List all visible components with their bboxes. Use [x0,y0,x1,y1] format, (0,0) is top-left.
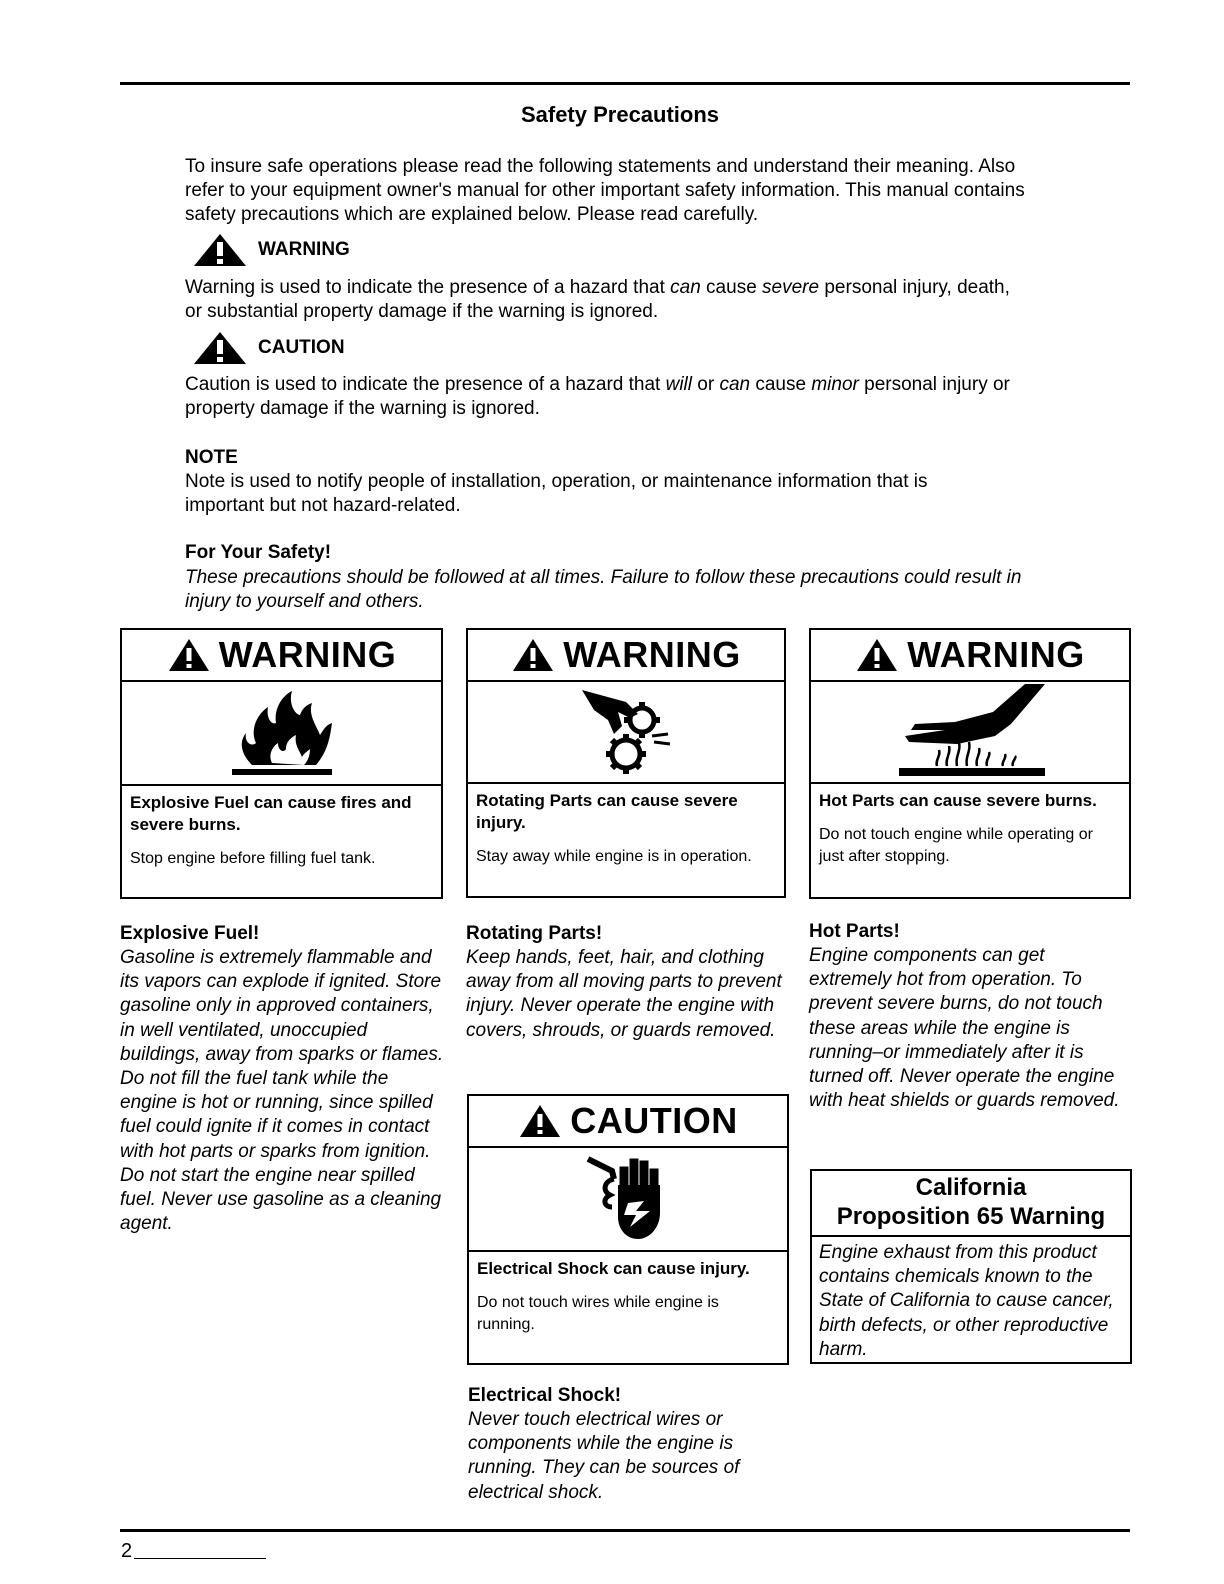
fire-icon [212,685,352,781]
explanation-heading: Rotating Parts! [466,923,603,944]
sign-header [122,630,441,682]
sign-body [811,784,1129,874]
sign-pictogram [468,682,784,784]
rotating-explanation [466,922,791,1043]
sign-bold-text: Rotating Parts can cause severe injury. [476,791,738,832]
caution-text-part: Caution is used to indicate the presence of a hazard that [185,374,666,395]
caution-definition-heading [192,330,345,366]
page-number-underline [134,1558,266,1559]
prop65-title-line1: California [915,1174,1027,1201]
sign-header [811,630,1129,682]
rotating-parts-warning-sign [466,628,786,898]
gears-hand-icon [556,684,696,780]
sign-instruction-text: Do not touch wires while engine is running. [477,1294,719,1333]
explanation-text: Never touch electrical wires or components while the engine is running. They can be sources of electrical shock. [468,1409,740,1503]
note-label: NOTE [185,447,238,468]
sign-header [469,1096,787,1148]
sign-bold-text: Hot Parts can cause severe burns. [819,791,1097,810]
warning-text-severe: severe [762,277,820,298]
caution-text-can: can [719,374,751,395]
shock-explanation [468,1384,788,1505]
safety-heading: For Your Safety! [185,542,332,563]
sign-pictogram [122,682,441,786]
explanation-heading: Electrical Shock! [468,1385,622,1406]
warning-triangle-icon [511,637,555,673]
page-number: 2 [121,1540,133,1562]
caution-text-minor: minor [811,374,859,395]
explanation-heading: Explosive Fuel! [120,923,260,944]
sign-body [469,1252,787,1342]
intro-paragraph: To insure safe operations please read the following statements and understand their meaning. Also refer to your equipment owner's manual for other important safety information. This manual contains safety precautions which are explained below. Please read carefully. [185,156,1025,225]
sign-header-label: CAUTION [570,1100,738,1141]
hot-surface-hand-icon [895,684,1045,780]
top-rule [120,82,1130,85]
sign-bold-text: Explosive Fuel can cause fires and severe burns. [130,793,412,834]
warning-triangle-icon [192,232,248,268]
prop65-warning-box [810,1169,1132,1364]
warning-text-part: cause [700,277,763,298]
sign-pictogram [811,682,1129,784]
hot-parts-warning-sign [809,628,1131,899]
electric-shock-hand-icon [558,1151,698,1247]
sign-header-label: WARNING [563,634,741,675]
caution-triangle-icon [518,1103,562,1139]
electrical-shock-caution-sign [467,1094,789,1365]
caution-text-will: will [665,374,692,395]
caution-definition-text [185,373,1055,421]
warning-text-part: Warning is used to indicate the presence of a hazard that [185,277,671,298]
explanation-text: Gasoline is extremely flammable and its vapors can explode if ignited. Store gasoline only in approved containers, in well ventilated, unoccupied buildings, away from sparks or flames. Do not fill the fuel tank while the engine is hot or running, since spilled fuel could ignite if it comes in contact with hot parts or sparks from ignition. Do not start the engine near spilled fuel. Never use gasoline as a cleaning agent. [120,947,444,1235]
sign-instruction-text: Stop engine before filling fuel tank. [130,850,376,867]
sign-header-label: WARNING [218,634,397,675]
sign-header-label: WARNING [907,634,1085,675]
sign-instruction-text: Stay away while engine is in operation. [476,848,752,865]
sign-bold-text: Electrical Shock can cause injury. [477,1259,750,1278]
fuel-explanation [120,922,450,1236]
warning-label: WARNING [258,239,350,260]
warning-triangle-icon [167,637,211,673]
sign-header [468,630,784,682]
caution-text-part: or [691,374,720,395]
explanation-text: Keep hands, feet, hair, and clothing away from all moving parts to prevent injury. Never operate the engine with covers, shrouds, or guards removed. [466,947,782,1041]
prop65-text: Engine exhaust from this product contains chemicals known to the State of California to cause cancer, birth defects, or other reproductive harm. [819,1242,1114,1360]
caution-label: CAUTION [258,337,345,358]
sign-body [468,784,784,874]
explanation-heading: Hot Parts! [809,921,900,942]
caution-triangle-icon [192,330,248,366]
warning-text-can: can [670,277,701,298]
note-text: Note is used to notify people of installation, operation, or maintenance information that is important but not hazard-related. [185,471,928,516]
prop65-title-line2: Proposition 65 Warning [836,1203,1106,1230]
fuel-warning-sign [120,628,443,899]
explanation-text: Engine components can get extremely hot from operation. To prevent severe burns, do not touch these areas while the engine is running–or immediately after it is turned off. Never operate the engine with heat shields or guards removed. [809,945,1120,1112]
bottom-rule [120,1529,1130,1532]
hot-explanation [809,920,1129,1113]
sign-body [122,786,441,876]
page-title: Safety Precautions [520,102,720,127]
warning-text-part: personal injury, death, or substantial property damage if the warning is ignored. [185,277,1010,322]
warning-definition-heading [192,232,350,268]
safety-text: These precautions should be followed at all times. Failure to follow these precautions could result in injury to yourself and others. [185,567,1022,612]
sign-pictogram [469,1148,787,1252]
caution-text-part: personal injury or property damage if the warning is ignored. [185,374,1010,419]
caution-text-part: cause [750,374,812,395]
warning-definition-text [185,276,1025,324]
sign-instruction-text: Do not touch engine while operating or just after stopping. [819,826,1093,865]
warning-triangle-icon [855,637,899,673]
prop65-title [812,1171,1130,1237]
